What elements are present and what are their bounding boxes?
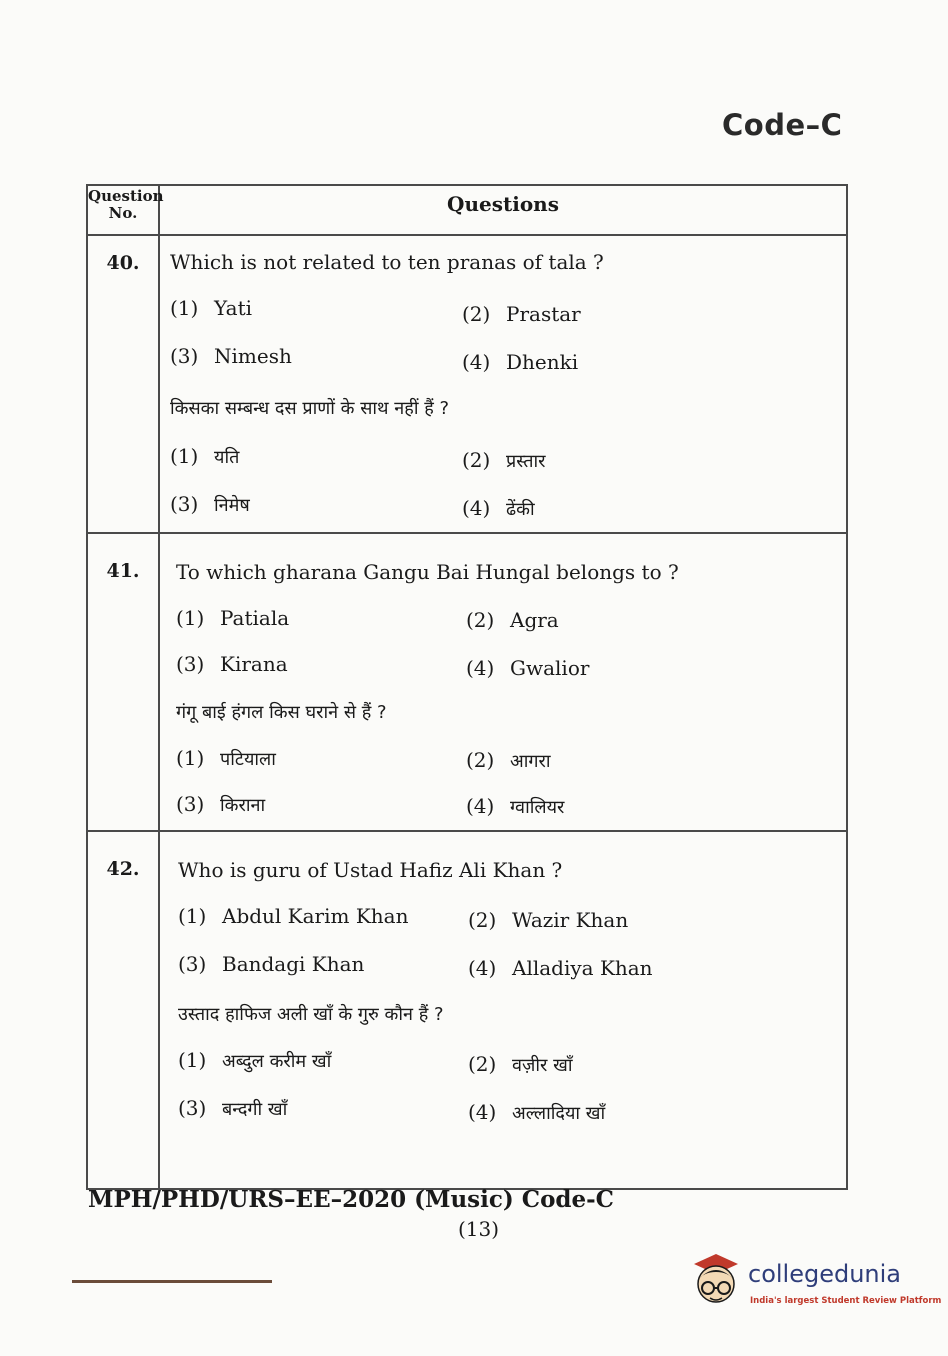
paper-code: Code–C	[722, 108, 843, 142]
option-1-en: (1) Abdul Karim Khan	[178, 904, 409, 928]
question-text-hi: गंगू बाई हंगल किस घराने से हैं ?	[176, 702, 387, 723]
option-3-en: (3) Kirana	[176, 652, 288, 676]
column-header-qno: Question No.	[88, 187, 164, 222]
question-text-en: Who is guru of Ustad Hafiz Ali Khan ?	[178, 858, 563, 882]
option-2-en: (2) Wazir Khan	[468, 908, 629, 932]
question-text-hi: उस्ताद हाफिज अली खाँ के गुरु कौन हैं ?	[178, 1004, 444, 1025]
watermark-logo	[688, 1250, 942, 1320]
column-header-questions: Questions	[447, 192, 559, 216]
row-divider	[88, 532, 846, 534]
question-text-en: To which gharana Gangu Bai Hungal belongs to ?	[176, 560, 679, 584]
question-table	[86, 184, 848, 1190]
row-divider	[88, 830, 846, 832]
option-1-en: (1) Patiala	[176, 606, 290, 630]
option-2-hi: (2) वज़ीर खाँ	[468, 1052, 573, 1076]
scan-mark	[72, 1280, 272, 1283]
brand-tagline: India's largest Student Review Platform	[750, 1296, 942, 1306]
option-3-hi: (3) निमेष	[170, 492, 250, 516]
option-1-hi: (1) यति	[170, 444, 240, 468]
question-text-hi: किसका सम्बन्ध दस प्राणों के साथ नहीं हैं ?	[170, 398, 450, 419]
option-4-hi: (4) अल्लादिया खाँ	[468, 1100, 606, 1124]
option-2-hi: (2) प्रस्तार	[462, 448, 546, 472]
option-2-en: (2) Prastar	[462, 302, 581, 326]
option-4-en: (4) Gwalior	[466, 656, 590, 680]
question-number: 41.	[106, 560, 140, 582]
option-1-hi: (1) पटियाला	[176, 746, 276, 770]
exam-footer: MPH/PHD/URS–EE–2020 (Music) Code-C	[88, 1186, 614, 1213]
option-4-en: (4) Alladiya Khan	[468, 956, 653, 980]
column-divider	[158, 186, 160, 1188]
header-divider	[88, 234, 846, 236]
question-number: 42.	[106, 858, 140, 880]
option-3-en: (3) Nimesh	[170, 344, 292, 368]
option-3-en: (3) Bandagi Khan	[178, 952, 365, 976]
page-number: (13)	[458, 1217, 500, 1241]
student-mascot-icon	[688, 1250, 746, 1312]
option-2-en: (2) Agra	[466, 608, 559, 632]
option-3-hi: (3) किराना	[176, 792, 266, 816]
option-4-en: (4) Dhenki	[462, 350, 579, 374]
option-4-hi: (4) ग्वालियर	[466, 794, 565, 818]
option-1-en: (1) Yati	[170, 296, 253, 320]
question-text-en: Which is not related to ten pranas of tala ?	[170, 250, 604, 274]
option-3-hi: (3) बन्दगी खाँ	[178, 1096, 288, 1120]
option-1-hi: (1) अब्दुल करीम खाँ	[178, 1048, 332, 1072]
question-number: 40.	[106, 252, 140, 274]
option-2-hi: (2) आगरा	[466, 748, 551, 772]
option-4-hi: (4) ढेंकी	[462, 496, 535, 520]
brand-name: collegedunia	[748, 1260, 902, 1288]
